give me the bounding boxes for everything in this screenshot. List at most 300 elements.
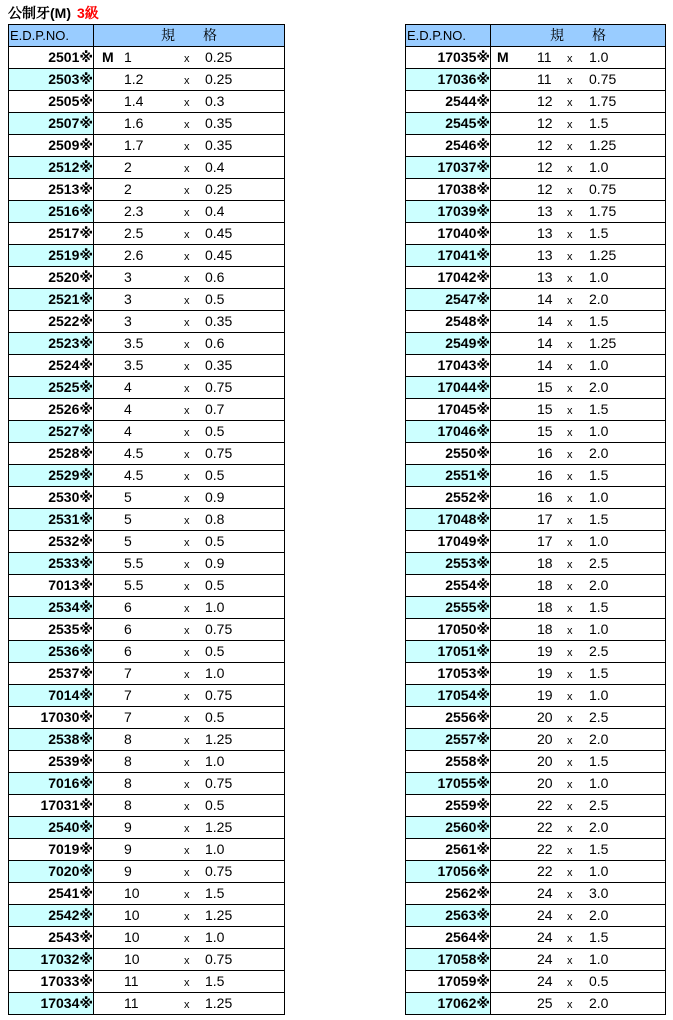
edp-number: 2513※ [9,179,94,201]
times-sign: x [567,405,573,417]
edp-number: 2526※ [9,399,94,421]
table-row [9,113,285,135]
diameter: 7 [124,665,132,681]
edp-header: E.D.P.NO. [9,25,94,47]
times-sign: x [567,493,573,505]
pitch: 0.75 [205,621,233,637]
times-sign: x [184,295,190,307]
thread-size [491,729,666,751]
diameter: 13 [537,225,553,241]
table-row [9,817,285,839]
diameter: 16 [537,445,553,461]
times-sign: x [567,339,573,351]
pitch: 0.9 [205,489,225,505]
thread-size [491,575,666,597]
times-sign: x [184,251,190,263]
thread-size [491,993,666,1015]
diameter: 15 [537,401,553,417]
table-row [406,47,666,69]
times-sign: x [567,955,573,967]
pitch: 2.0 [589,995,609,1011]
diameter: 24 [537,951,553,967]
table-row [406,333,666,355]
pitch: 2.0 [589,577,609,593]
spec-header [94,25,285,47]
diameter: 24 [537,973,553,989]
edp-number: 2546※ [406,135,491,157]
diameter: 5 [124,511,132,527]
diameter: 1.7 [124,137,144,153]
times-sign: x [567,273,573,285]
edp-number: 2535※ [9,619,94,641]
pitch: 0.75 [205,687,233,703]
diameter: 12 [537,137,553,153]
table-row [9,91,285,113]
thread-size [491,245,666,267]
pitch: 0.25 [205,181,233,197]
edp-number: 2552※ [406,487,491,509]
times-sign: x [567,691,573,703]
times-sign: x [184,977,190,989]
pitch: 0.5 [589,973,609,989]
thread-size [94,685,285,707]
thread-size [491,487,666,509]
pitch: 0.35 [205,357,233,373]
thread-size [491,641,666,663]
table-row [406,927,666,949]
times-sign: x [184,493,190,505]
times-sign: x [567,75,573,87]
diameter: 4 [124,379,132,395]
thread-size [94,135,285,157]
times-sign: x [184,889,190,901]
pitch: 0.35 [205,137,233,153]
edp-number: 2501※ [9,47,94,69]
diameter: 14 [537,357,553,373]
pitch: 1.0 [205,929,225,945]
edp-number: 2522※ [9,311,94,333]
pitch: 2.0 [589,445,609,461]
diameter: 3.5 [124,357,144,373]
edp-header: E.D.P.NO. [406,25,491,47]
pitch: 1.0 [589,775,609,791]
diameter: 3 [124,291,132,307]
thread-size [94,245,285,267]
table-row [406,751,666,773]
diameter: 20 [537,775,553,791]
diameter: 11 [124,995,139,1011]
pitch: 0.5 [205,577,225,593]
times-sign: x [567,427,573,439]
table-row [9,773,285,795]
table-row [9,531,285,553]
pitch: 0.6 [205,335,225,351]
diameter: 15 [537,379,553,395]
table-row [406,707,666,729]
times-sign: x [184,691,190,703]
thread-size [94,509,285,531]
diameter: 17 [537,511,553,527]
thread-size [491,509,666,531]
edp-number: 2553※ [406,553,491,575]
diameter: 5.5 [124,555,144,571]
pitch: 1.25 [205,731,233,747]
spec-header-a: 規 [550,27,564,43]
pitch: 1.0 [205,753,225,769]
table-row [9,751,285,773]
diameter: 12 [537,159,553,175]
table-row [9,993,285,1015]
table-row [9,795,285,817]
edp-number: 17043※ [406,355,491,377]
edp-number: 17046※ [406,421,491,443]
pitch: 1.5 [589,599,609,615]
times-sign: x [567,141,573,153]
diameter: 13 [537,203,553,219]
times-sign: x [567,823,573,835]
edp-number: 2537※ [9,663,94,685]
pitch: 0.5 [205,423,225,439]
thread-size [491,685,666,707]
table-row [406,597,666,619]
table-row [9,509,285,531]
diameter: 22 [537,797,553,813]
thread-size [94,399,285,421]
header-row [406,25,666,47]
thread-size [491,355,666,377]
thread-size [491,839,666,861]
table-row [406,179,666,201]
pitch: 1.5 [589,753,609,769]
times-sign: x [184,339,190,351]
edp-number: 2548※ [406,311,491,333]
times-sign: x [184,75,190,87]
thread-size [94,553,285,575]
pitch: 0.25 [205,71,233,87]
diameter: 7 [124,709,132,725]
times-sign: x [567,97,573,109]
edp-number: 2561※ [406,839,491,861]
edp-number: 2539※ [9,751,94,773]
times-sign: x [567,449,573,461]
edp-number: 7019※ [9,839,94,861]
pitch: 0.35 [205,313,233,329]
times-sign: x [184,779,190,791]
diameter: 4 [124,401,132,417]
thread-size [94,773,285,795]
thread-size [94,641,285,663]
edp-number: 2530※ [9,487,94,509]
table-row [9,157,285,179]
pitch: 1.5 [589,467,609,483]
thread-size [491,289,666,311]
edp-number: 17045※ [406,399,491,421]
table-row [406,399,666,421]
thread-size [94,663,285,685]
times-sign: x [567,647,573,659]
diameter: 10 [124,907,140,923]
diameter: 18 [537,621,553,637]
times-sign: x [184,317,190,329]
edp-number: 17039※ [406,201,491,223]
pitch: 1.0 [589,687,609,703]
thread-size [491,377,666,399]
times-sign: x [567,889,573,901]
thread-size [491,443,666,465]
times-sign: x [184,97,190,109]
table-row [9,223,285,245]
diameter: 10 [124,951,140,967]
diameter: 8 [124,753,132,769]
pitch: 0.45 [205,247,233,263]
times-sign: x [567,207,573,219]
pitch: 0.4 [205,203,225,219]
diameter: 3 [124,313,132,329]
edp-number: 2533※ [9,553,94,575]
times-sign: x [567,515,573,527]
pitch: 1.0 [589,159,609,175]
times-sign: x [567,625,573,637]
times-sign: x [567,229,573,241]
table-row [9,135,285,157]
table-row [9,707,285,729]
thread-size [491,157,666,179]
edp-number: 2503※ [9,69,94,91]
times-sign: x [567,185,573,197]
edp-number: 17048※ [406,509,491,531]
times-sign: x [567,559,573,571]
thread-size [491,905,666,927]
pitch: 0.8 [205,511,225,527]
table-row [406,443,666,465]
thread-size [491,619,666,641]
times-sign: x [567,361,573,373]
table-row [9,245,285,267]
edp-number: 17059※ [406,971,491,993]
times-sign: x [184,185,190,197]
edp-number: 17054※ [406,685,491,707]
table-row [9,575,285,597]
table-row [9,839,285,861]
edp-number: 2516※ [9,201,94,223]
thread-size [491,223,666,245]
thread-size [94,927,285,949]
diameter: 6 [124,643,132,659]
edp-number: 2509※ [9,135,94,157]
edp-number: 17037※ [406,157,491,179]
times-sign: x [567,977,573,989]
diameter: 1 [124,49,132,65]
edp-number: 17049※ [406,531,491,553]
pitch: 1.0 [589,533,609,549]
thread-size [491,201,666,223]
times-sign: x [184,361,190,373]
table-row [406,971,666,993]
table-row [9,69,285,91]
times-sign: x [567,383,573,395]
pitch: 1.25 [205,819,233,835]
times-sign: x [184,273,190,285]
table-row [406,201,666,223]
table-row [406,773,666,795]
pitch: 1.0 [589,269,609,285]
table-row [9,487,285,509]
pitch: 0.3 [205,93,225,109]
times-sign: x [567,295,573,307]
table-row [9,861,285,883]
diameter: 3 [124,269,132,285]
thread-size [491,817,666,839]
times-sign: x [567,163,573,175]
edp-number: 2554※ [406,575,491,597]
table-row [9,47,285,69]
thread-size [491,47,666,69]
thread-size [94,597,285,619]
diameter: 16 [537,489,553,505]
table-row [406,993,666,1015]
thread-size [94,201,285,223]
edp-number: 2562※ [406,883,491,905]
times-sign: x [184,141,190,153]
page-title [8,3,99,23]
thread-size [94,993,285,1015]
thread-size [94,69,285,91]
pitch: 0.7 [205,401,225,417]
diameter: 3.5 [124,335,144,351]
times-sign: x [184,999,190,1011]
thread-prefix: M [497,49,509,65]
thread-size [491,91,666,113]
diameter: 5.5 [124,577,144,593]
times-sign: x [184,735,190,747]
pitch: 0.75 [205,951,233,967]
thread-size [491,399,666,421]
times-sign: x [184,449,190,461]
times-sign: x [184,581,190,593]
pitch: 1.0 [205,665,225,681]
pitch: 1.5 [589,929,609,945]
edp-number: 17032※ [9,949,94,971]
edp-number: 17031※ [9,795,94,817]
spec-table-right [405,24,666,1015]
pitch: 1.5 [589,665,609,681]
thread-size [94,333,285,355]
edp-number: 2550※ [406,443,491,465]
pitch: 1.0 [205,599,225,615]
table-row [406,355,666,377]
edp-number: 17041※ [406,245,491,267]
times-sign: x [567,581,573,593]
edp-number: 2520※ [9,267,94,289]
edp-number: 2519※ [9,245,94,267]
table-row [9,421,285,443]
diameter: 10 [124,929,140,945]
edp-number: 2532※ [9,531,94,553]
edp-number: 2542※ [9,905,94,927]
table-row [9,179,285,201]
edp-number: 2525※ [9,377,94,399]
times-sign: x [567,911,573,923]
table-row [406,91,666,113]
pitch: 0.25 [205,49,233,65]
table-row [9,729,285,751]
thread-size [491,553,666,575]
pitch: 0.5 [205,797,225,813]
table-row [406,619,666,641]
diameter: 19 [537,643,553,659]
diameter: 1.2 [124,71,144,87]
thread-size [94,267,285,289]
diameter: 2.5 [124,225,144,241]
edp-number: 7014※ [9,685,94,707]
times-sign: x [184,955,190,967]
table-row [406,267,666,289]
diameter: 6 [124,621,132,637]
thread-size [94,113,285,135]
pitch: 2.5 [589,555,609,571]
edp-number: 2558※ [406,751,491,773]
edp-number: 2543※ [9,927,94,949]
diameter: 5 [124,489,132,505]
pitch: 1.25 [205,907,233,923]
pitch: 0.35 [205,115,233,131]
pitch: 0.5 [205,643,225,659]
pitch: 1.25 [589,137,617,153]
thread-size [94,91,285,113]
table-row [406,223,666,245]
edp-number: 17051※ [406,641,491,663]
table-row [9,641,285,663]
table-row [9,883,285,905]
pitch: 0.6 [205,269,225,285]
edp-number: 2538※ [9,729,94,751]
thread-size [491,311,666,333]
times-sign: x [184,801,190,813]
table-row [9,553,285,575]
pitch: 1.5 [205,885,225,901]
edp-number: 2551※ [406,465,491,487]
spec-table-left [8,24,285,1015]
pitch: 1.0 [205,841,225,857]
times-sign: x [184,119,190,131]
pitch: 0.4 [205,159,225,175]
diameter: 18 [537,599,553,615]
pitch: 2.5 [589,797,609,813]
diameter: 20 [537,753,553,769]
table-row [406,135,666,157]
thread-size [94,861,285,883]
times-sign: x [184,625,190,637]
times-sign: x [567,669,573,681]
thread-size [94,377,285,399]
table-row [406,69,666,91]
table-row [9,927,285,949]
table-row [9,949,285,971]
edp-number: 2523※ [9,333,94,355]
times-sign: x [567,713,573,725]
edp-number: 17044※ [406,377,491,399]
table-row [406,663,666,685]
pitch: 2.0 [589,819,609,835]
edp-number: 2541※ [9,883,94,905]
diameter: 8 [124,731,132,747]
times-sign: x [567,735,573,747]
edp-number: 2547※ [406,289,491,311]
diameter: 20 [537,709,553,725]
thread-size [94,311,285,333]
pitch: 2.0 [589,907,609,923]
pitch: 1.5 [589,313,609,329]
